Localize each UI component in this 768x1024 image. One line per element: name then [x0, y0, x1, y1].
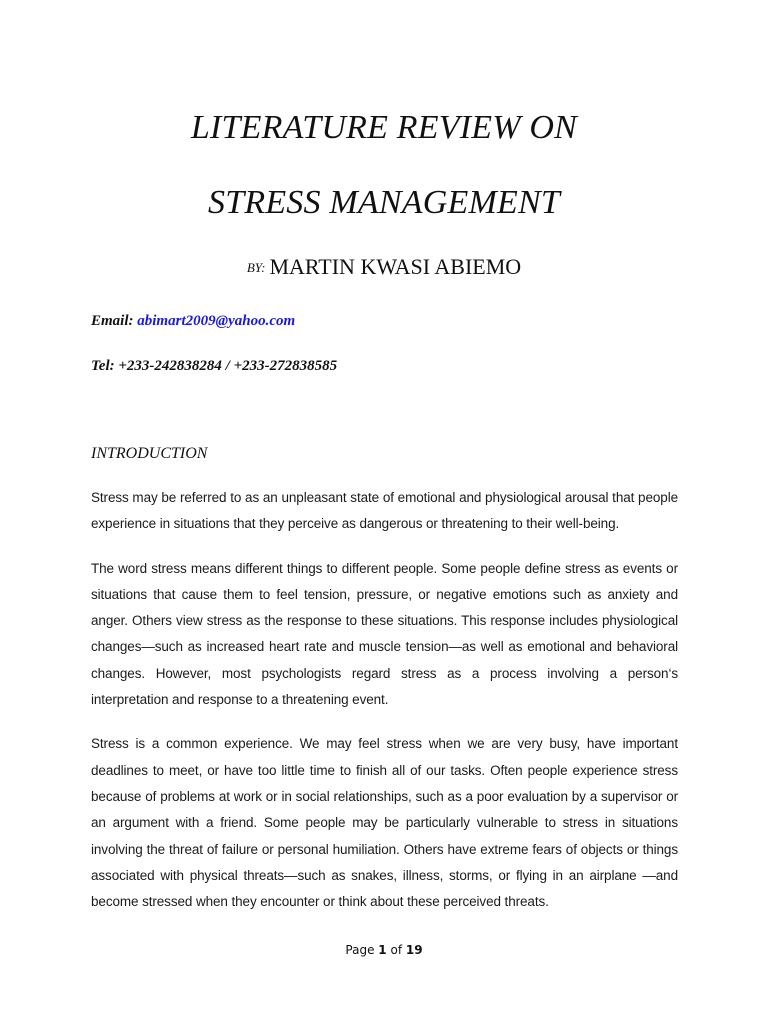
page-total: 19: [405, 943, 423, 957]
body-text: [91, 485, 678, 933]
section-heading: INTRODUCTION: [91, 445, 208, 462]
page-current: 1: [378, 943, 387, 957]
email-row: [91, 313, 295, 330]
page-word: Page: [345, 943, 375, 957]
of-word: of: [390, 943, 403, 957]
by-label: BY:: [246, 260, 266, 275]
author-name: MARTIN KWASI ABIEMO: [269, 254, 522, 279]
paragraph-3: Stress is a common experience. We may feel stress when we are very busy, have important deadlines to meet, or have too little time to finish all of our tasks. Often people experience stress because of problems at work or in social relationships, such as a poor evaluation by a supervisor or an argument with a friend. Some people may be particularly vulnerable to stress in situations involving the threat of failure or personal humiliation. Others have extreme fears of objects or things associated with physical threats—such as snakes, illness, storms, or flying in an airplane —and become stressed when they encounter or think about these perceived threats.: [91, 736, 678, 910]
paragraph-1: Stress may be referred to as an unpleasant state of emotional and physiological arousal that people experience in situations that they perceive as dangerous or threatening to their well-being.: [91, 490, 678, 532]
paragraph-2: The word stress means different things to different people. Some people define stress as events or situations that cause them to feel tension, pressure, or negative emotions such as anxiety and anger. Others view stress as the response to these situations. This response includes physiological changes—such as increased heart rate and muscle tension—as well as emotional and behavioral changes. However, most psychologists regard stress as a process involving a person‘s interpretation and response to a threatening event.: [91, 560, 678, 708]
byline: [0, 254, 768, 280]
page-number-footer: [0, 943, 768, 957]
title-line-2: STRESS MANAGEMENT: [208, 184, 560, 221]
title-line-1: LITERATURE REVIEW ON: [190, 109, 578, 146]
telephone-line: Tel: +233-242838284 / +233-272838585: [91, 358, 338, 374]
email-link[interactable]: abimart2009@yahoo.com: [137, 313, 296, 329]
email-label: Email:: [91, 313, 134, 329]
